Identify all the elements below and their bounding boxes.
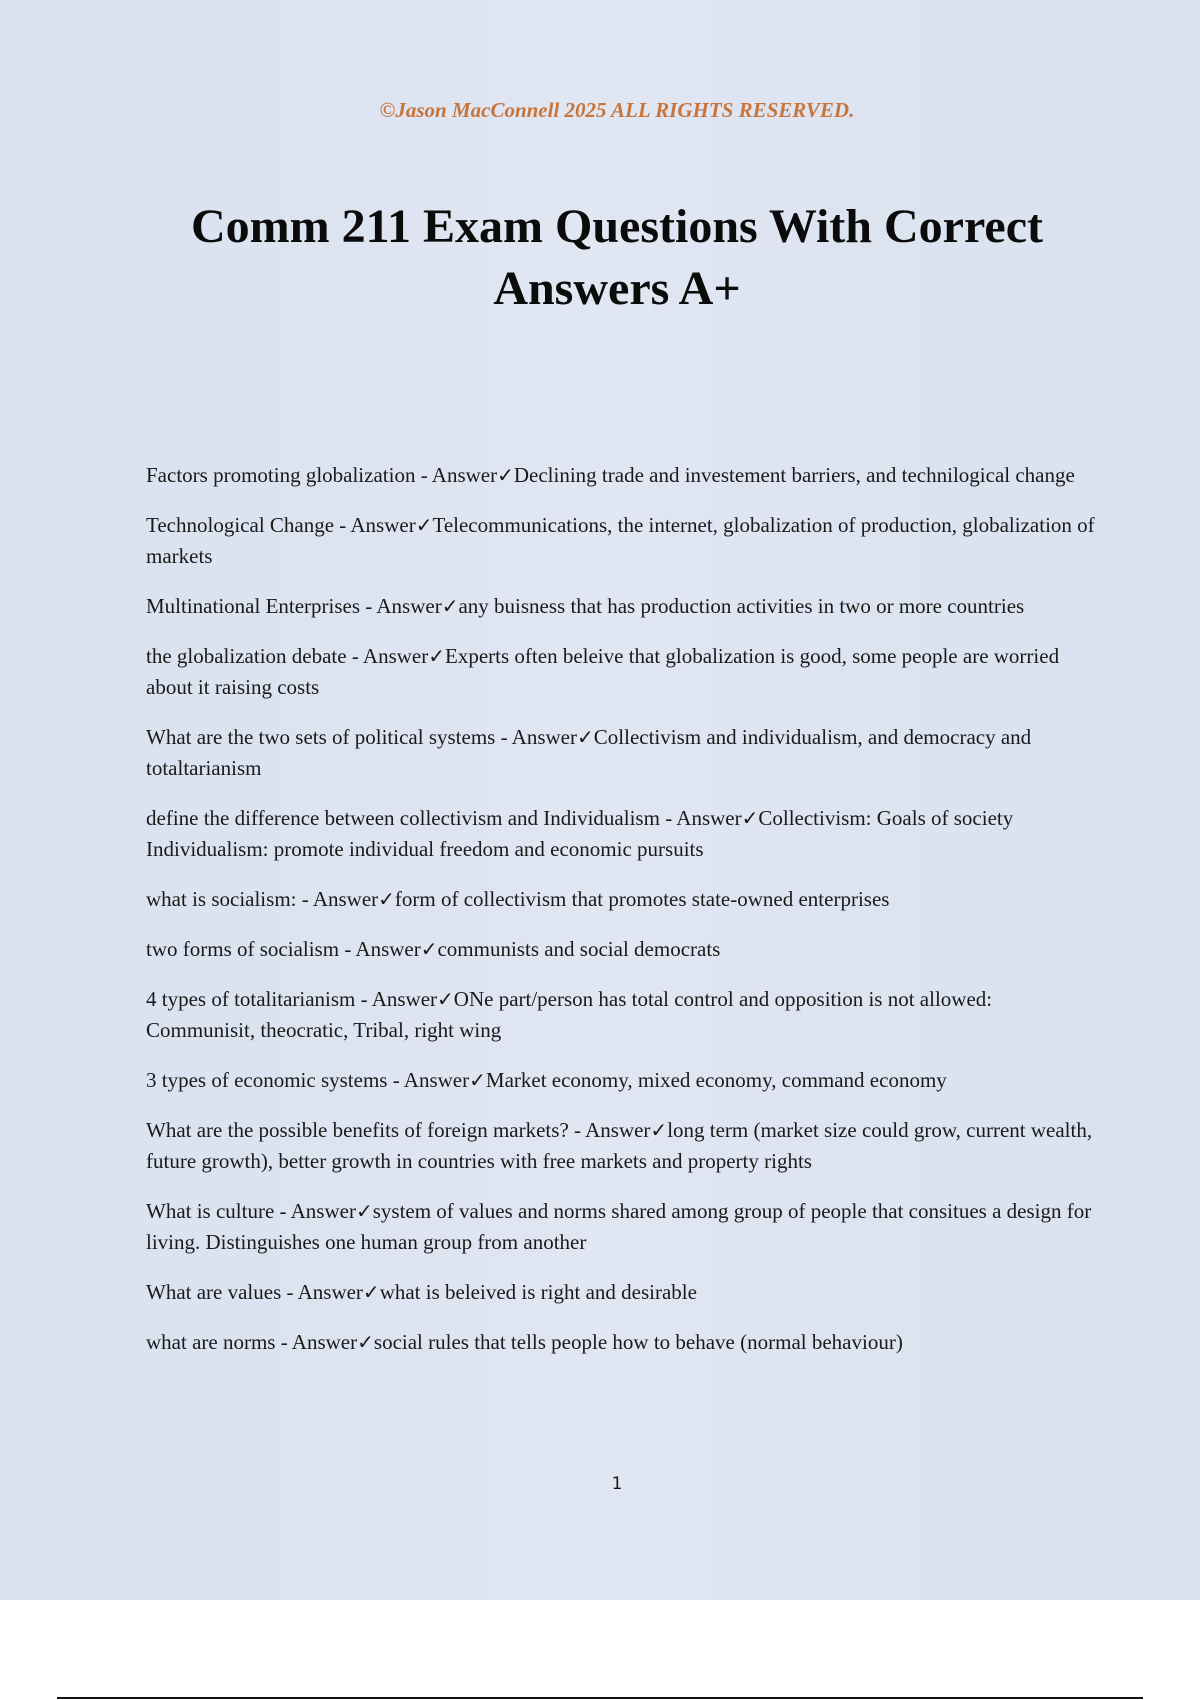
answer-text: system of values and norms shared among group of people that consitues a design for living. Distinguishes one human group from another (146, 1199, 1092, 1254)
qa-item (146, 1065, 1096, 1096)
answer-label: - Answer (296, 887, 379, 911)
question-text: What are the two sets of political systems (146, 725, 496, 749)
question-text: What are values (146, 1280, 282, 1304)
checkmark-icon: ✓ (357, 1330, 374, 1354)
answer-text: Collectivism and individualism, and democracy and totaltarianism (146, 725, 1032, 780)
question-text: What are the possible benefits of foreign markets? (146, 1118, 569, 1142)
question-text: define the difference between collectivism and Individualism (146, 806, 660, 830)
qa-item (146, 1196, 1096, 1258)
answer-label: - Answer (495, 725, 577, 749)
copyright-notice: ©Jason MacConnell 2025 ALL RIGHTS RESERVED. (379, 98, 855, 122)
question-text: what is socialism: (146, 887, 297, 911)
question-text: 3 types of economic systems (146, 1068, 388, 1092)
checkmark-icon: ✓ (577, 725, 594, 749)
answer-text: Telecommunications, the internet, globalization of production, globalization of markets (146, 513, 1095, 568)
qa-item (146, 460, 1096, 491)
answer-label: - Answer (339, 937, 421, 961)
answer-label: - Answer (355, 987, 438, 1011)
answer-text: Declining trade and investement barriers, and technilogical change (513, 463, 1075, 487)
checkmark-icon: ✓ (415, 513, 433, 537)
document-title: Comm 211 Exam Questions With Correct Answers A+ (191, 200, 1043, 315)
answer-text: long term (market size could grow, current wealth, future growth), better growth in countries with free markets and property rights (146, 1118, 1093, 1173)
answer-label: - Answer (360, 594, 442, 618)
checkmark-icon: ✓ (420, 937, 438, 961)
qa-item (146, 1327, 1096, 1358)
answer-label: - Answer (415, 463, 498, 487)
checkmark-icon: ✓ (741, 806, 759, 830)
answer-label: - Answer (275, 1330, 358, 1354)
qa-item (146, 722, 1096, 784)
answer-text: Experts often beleive that globalization is good, some people are worried about it raising costs (146, 644, 1060, 699)
page-number: 1 (611, 1474, 623, 1494)
answer-text: communists and social democrats (437, 937, 721, 961)
answer-label: - Answer (659, 806, 742, 830)
checkmark-icon: ✓ (355, 1199, 373, 1223)
answer-text: what is beleived is right and desirable (379, 1280, 697, 1304)
checkmark-icon: ✓ (378, 887, 395, 911)
question-text: the globalization debate (146, 644, 347, 668)
answer-text: Market economy, mixed economy, command economy (485, 1068, 947, 1092)
answer-label: - Answer (281, 1280, 363, 1304)
answer-label: - Answer (334, 513, 416, 537)
answer-text: social rules that tells people how to behave (normal behaviour) (373, 1330, 903, 1354)
answer-label: - Answer (387, 1068, 470, 1092)
answer-label: - Answer (568, 1118, 651, 1142)
checkmark-icon: ✓ (437, 987, 454, 1011)
checkmark-icon: ✓ (441, 594, 459, 618)
answer-text: any buisness that has production activities in two or more countries (458, 594, 1025, 618)
qa-item (146, 1277, 1096, 1308)
question-text: Factors promoting globalization (146, 463, 416, 487)
answer-text: form of collectivism that promotes state-owned enterprises (394, 887, 890, 911)
question-text: Technological Change (146, 513, 335, 537)
qa-item (146, 510, 1096, 572)
question-text: 4 types of totalitarianism (146, 987, 356, 1011)
checkmark-icon: ✓ (428, 644, 446, 668)
answer-text: ONe part/person has total control and opposition is not allowed: Communisit, theocratic, Tribal, right wing (146, 987, 993, 1042)
qa-item (146, 934, 1096, 965)
qa-list (146, 460, 1096, 1377)
answer-text: Collectivism: Goals of society Individualism: promote individual freedom and economic pursuits (146, 806, 1014, 861)
question-text: What is culture (146, 1199, 275, 1223)
qa-item (146, 591, 1096, 622)
answer-label: - Answer (274, 1199, 356, 1223)
question-text: what are norms (146, 1330, 276, 1354)
checkmark-icon: ✓ (497, 463, 514, 487)
qa-item (146, 884, 1096, 915)
checkmark-icon: ✓ (469, 1068, 486, 1092)
checkmark-icon: ✓ (650, 1118, 668, 1142)
bottom-divider (57, 1697, 1143, 1699)
question-text: Multinational Enterprises (146, 594, 361, 618)
checkmark-icon: ✓ (362, 1280, 380, 1304)
answer-label: - Answer (346, 644, 429, 668)
question-text: two forms of socialism (146, 937, 340, 961)
qa-item (146, 1115, 1096, 1177)
qa-item (146, 984, 1096, 1046)
qa-item (146, 641, 1096, 703)
qa-item (146, 803, 1096, 865)
